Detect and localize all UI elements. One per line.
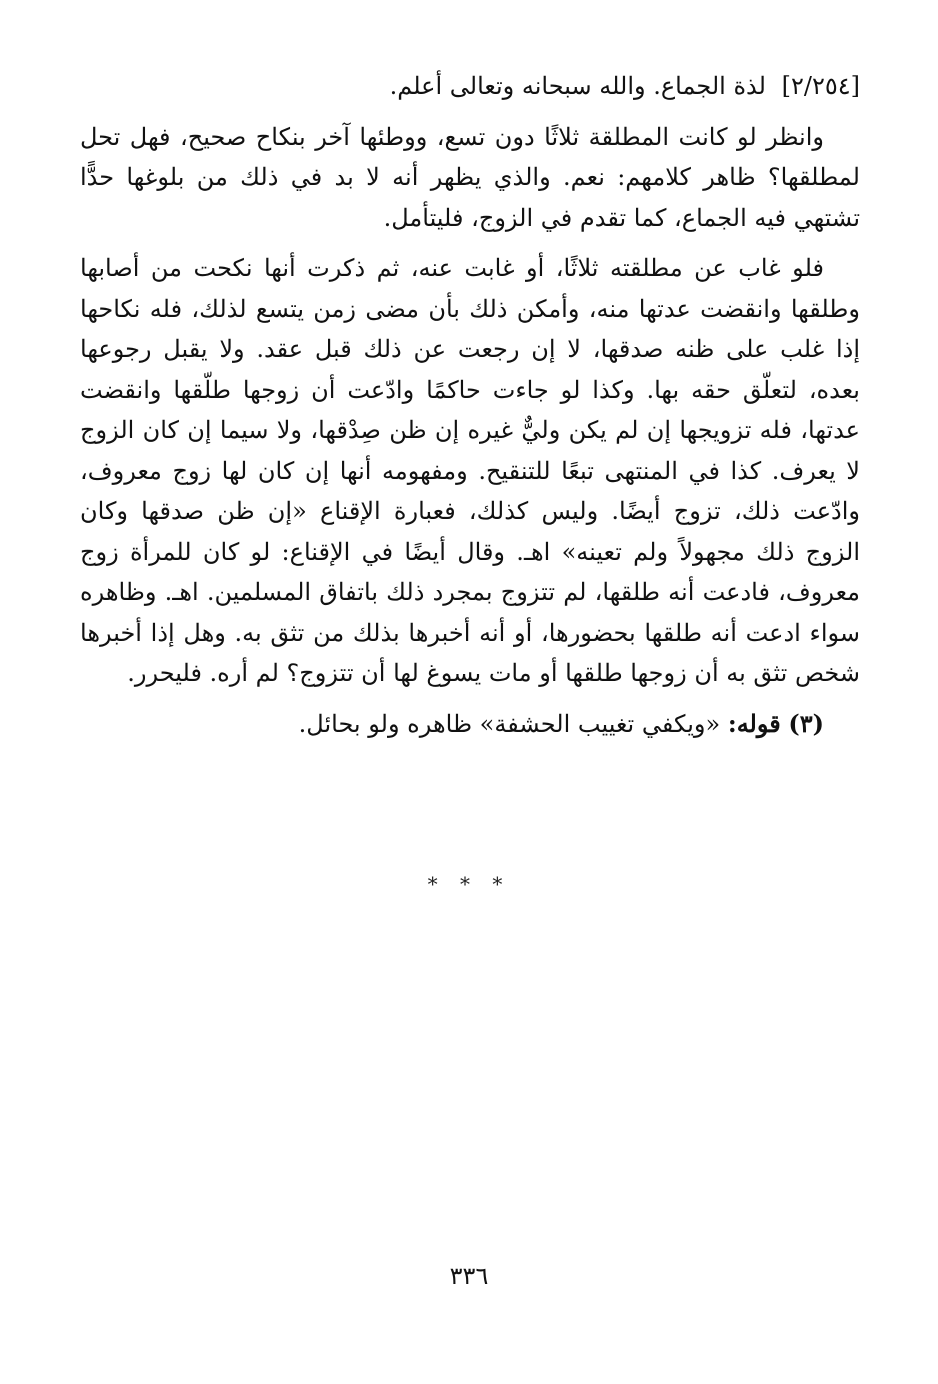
paragraph-1: وانظر لو كانت المطلقة ثلاثًا دون تسع، ووطئها آخر بنكاح صحيح، فهل تحل لمطلقها؟ ظاهر كلامهم: نعم. والذي يظهر أنه لا بد في ذلك من بلوغها حدًّا تشتهي فيه الجماع، كما تقدم في الزوج، فليتأمل. (80, 122, 860, 232)
footnote-text: «ويكفي تغييب الحشفة» ظاهره ولو بحائل. (298, 709, 721, 738)
page-body (80, 66, 860, 744)
page-reference: [٢/٢٥٤] (781, 72, 860, 100)
footnote-number: (٣) (788, 708, 824, 738)
footnote (80, 704, 860, 745)
paragraph-2: فلو غاب عن مطلقته ثلاثًا، أو غابت عنه، ثم ذكرت أنها نكحت من أصابها وطلقها وانقضت عدتها منه، وأمكن ذلك بأن مضى زمن يتسع لذلك، فله نكاحها إذا غلب على ظنه صدقها، لا إن رجعت عن ذلك قبل عقد. ولا يقبل رجوعها بعده، لتعلّق حقه بها. وكذا لو جاءت حاكمًا وادّعت أن زوجها طلّقها وانقضت عدتها، فله تزويجها إن لم يكن وليٌّ غيره إن ظن صِدْقها، ولا سيما إن كان الزوج لا يعرف. كذا في المنتهى تبعًا للتنقيح. ومفهومه أنها إن كان لها زوج معروف، وادّعت ذلك، تزوج أيضًا. وليس كذلك، فعبارة الإقناع «إن ظن صدقها وكان الزوج ذلك مجهولاً ولم تعينه» اهـ. وقال أيضًا في الإقناع: لو كان للمرأة زوج معروف، فادعت أنه طلقها، لم تتزوج بمجرد ذلك باتفاق المسلمين. اهـ. وظاهره سواء ادعت أنه طلقها بحضورها، أو أنه أخبرها بذلك من تثق به. وهل إذا أخبرها شخص تثق به أن زوجها طلقها أو مات يسوغ لها أن تتزوج؟ لم أره. فليحرر. (80, 254, 861, 687)
section-separator: * * * (427, 872, 511, 896)
footnote-label: قوله: (727, 708, 781, 738)
header-line (80, 66, 860, 107)
page-number: ٣٣٦ (449, 1262, 489, 1290)
header-text: لذة الجماع. والله سبحانه وتعالى أعلم. (389, 72, 766, 100)
